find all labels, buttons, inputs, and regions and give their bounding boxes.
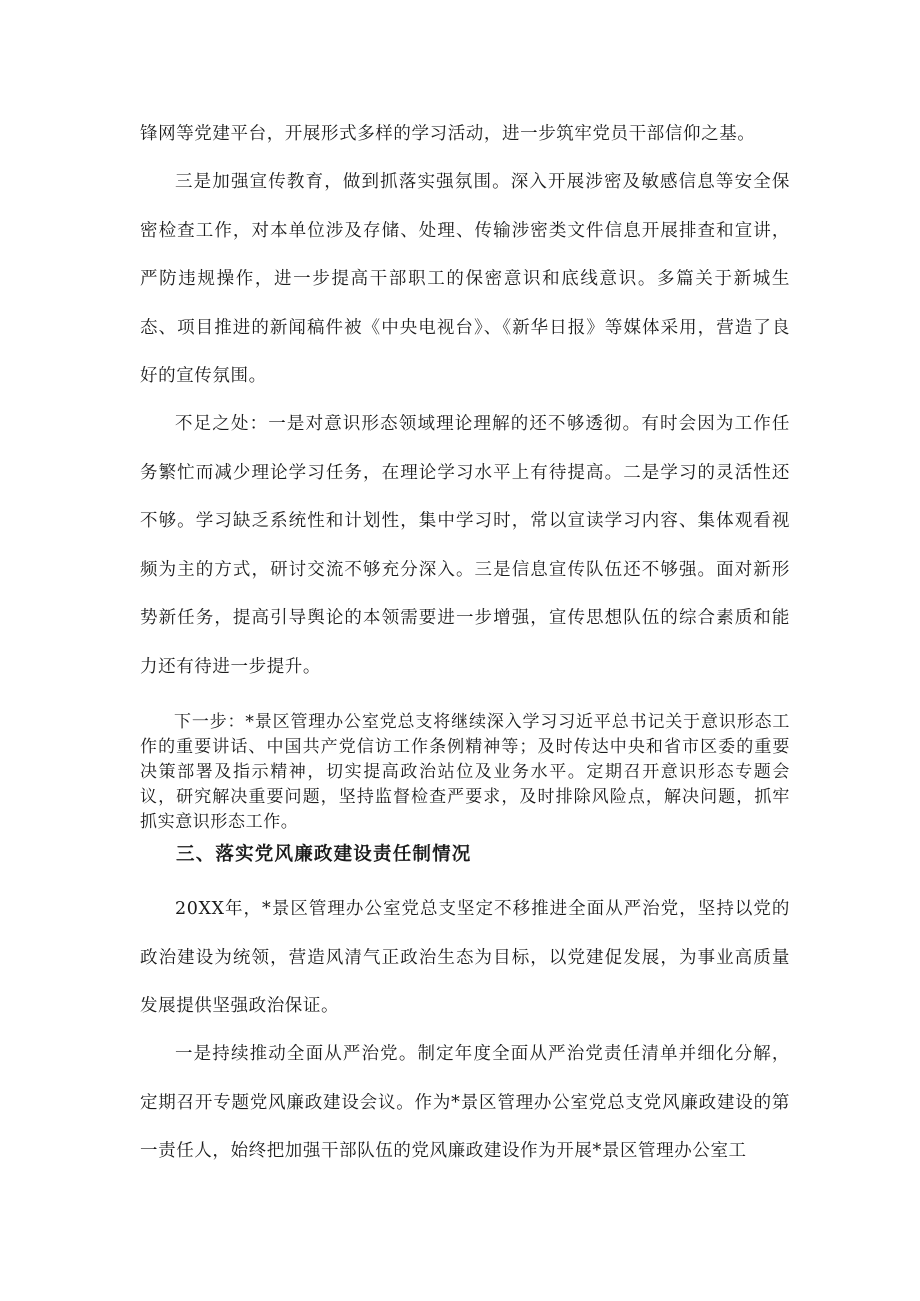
paragraph-strict-governance: 一是持续推动全面从严治党。制定年度全面从严治党责任清单并细化分解，定期召开专题党风廉政建设会议。作为*景区管理办公室党总支党风廉政建设的第一责任人，始终把加强干部队伍的党风廉政建设作为开展*景区管理办公室工 xyxy=(140,1044,790,1161)
paragraph-next-steps: 下一步：*景区管理办公室党总支将继续深入学习习近平总书记关于意识形态工作的重要讲话、中国共产党信访工作条例精神等；及时传达中央和省市区委的重要决策部署及指示精神，切实提高政治站位及业务水平。定期召开意识形态专题会议，研究解决重要问题，坚持监督检查严要求，及时排除风险点，解决问题，抓牢抓实意识形态工作。 xyxy=(140,712,790,832)
paragraph-shortcomings: 不足之处：一是对意识形态领域理论理解的还不够透彻。有时会因为工作任务繁忙而减少理论学习任务，在理论学习水平上有待提高。二是学习的灵活性还不够。学习缺乏系统性和计划性，集中学习时，常以宣读学习内容、集体观看视频为主的方式，研讨交流不够充分深入。三是信息宣传队伍还不够强。面对新形势新任务，提高引导舆论的本领需要进一步增强，宣传思想队伍的综合素质和能力还有待进一步提升。 xyxy=(140,414,790,677)
section-heading: 三、落实党风廉政建设责任制情况 xyxy=(176,844,472,865)
paragraph-overview: 20XX年，*景区管理办公室党总支坚定不移推进全面从严治党，坚持以党的政治建设为统领，营造风清气正政治生态为目标，以党建促发展，为事业高质量发展提供坚强政治保证。 xyxy=(140,899,790,1016)
paragraph-continuation: 锋网等党建平台，开展形式多样的学习活动，进一步筑牢党员干部信仰之基。 xyxy=(140,124,756,144)
paragraph-publicity-education: 三是加强宣传教育，做到抓落实强氛围。深入开展涉密及敏感信息等安全保密检查工作，对本单位涉及存储、处理、传输涉密类文件信息开展排查和宣讲，严防违规操作，进一步提高干部职工的保密意识和底线意识。多篇关于新城生态、项目推进的新闻稿件被《中央电视台》、《新华日报》等媒体采用，营造了良好的宣传氛围。 xyxy=(140,172,790,386)
